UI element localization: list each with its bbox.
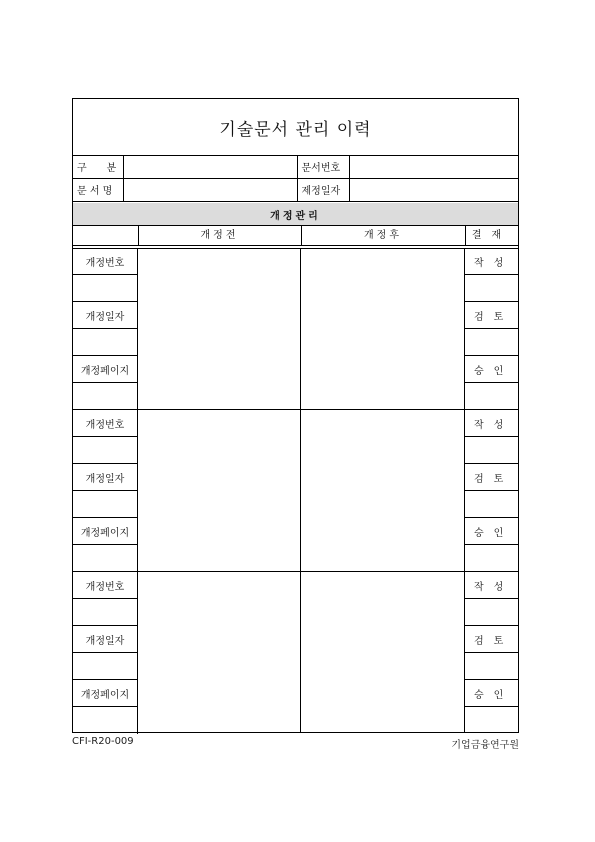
after-content-field[interactable] [301,572,465,733]
revision-history-form [72,98,519,733]
before-content-field[interactable] [138,410,301,571]
column-header-blank [73,226,139,245]
review-sign-field[interactable] [465,329,518,356]
rev-number-label: 개정번호 [73,248,138,275]
after-content-field[interactable] [301,410,465,571]
rev-date-field[interactable] [73,653,138,680]
rev-page-label: 개정페이지 [73,680,138,707]
category-label: 구 분 [73,155,123,178]
review-sign-field[interactable] [465,653,518,680]
enact-date-label: 제정일자 [297,178,349,201]
review-sign-field[interactable] [465,491,518,518]
doc-number-label: 문서번호 [297,155,349,178]
revision-block [73,248,518,410]
author-sign-field[interactable] [465,275,518,302]
revision-block [73,410,518,572]
approve-sign-field[interactable] [465,545,518,572]
doc-name-label: 문 서 명 [73,178,123,201]
approve-label: 승인 [465,680,518,707]
author-sign-field[interactable] [465,437,518,464]
info-row [73,155,518,178]
rev-number-label: 개정번호 [73,410,138,437]
rev-number-field[interactable] [73,599,138,626]
enact-date-field[interactable] [349,178,518,201]
approve-label: 승인 [465,356,518,383]
rev-date-field[interactable] [73,491,138,518]
category-field[interactable] [123,155,297,178]
review-label: 검토 [465,302,518,329]
info-row [73,178,518,201]
organization-name: 기업금융연구원 [451,740,519,751]
rev-page-label: 개정페이지 [73,356,138,383]
document-info-table [73,155,518,202]
rev-page-label: 개정페이지 [73,518,138,545]
doc-name-field[interactable] [123,178,297,201]
author-sign-field[interactable] [465,599,518,626]
rev-page-field[interactable] [73,383,138,410]
review-label: 검토 [465,464,518,491]
author-label: 작성 [465,248,518,275]
form-title: 기술문서 관리 이력 [73,99,518,156]
rev-date-label: 개정일자 [73,464,138,491]
rev-page-field[interactable] [73,707,138,734]
approve-sign-field[interactable] [465,707,518,734]
doc-number-field[interactable] [349,155,518,178]
after-content-field[interactable] [301,248,465,409]
revision-block [73,572,518,734]
form-code: CFI-R20-009 [72,736,134,747]
rev-date-field[interactable] [73,329,138,356]
author-label: 작성 [465,572,518,599]
approve-label: 승인 [465,518,518,545]
column-header-row [73,226,518,246]
approve-sign-field[interactable] [465,383,518,410]
column-header-approval: 결재 [471,230,512,241]
rev-number-label: 개정번호 [73,572,138,599]
rev-number-field[interactable] [73,275,138,302]
rev-number-field[interactable] [73,437,138,464]
column-header-before: 개정전 [138,226,302,245]
author-label: 작성 [465,410,518,437]
section-header-revision-management: 개정관리 [73,203,518,226]
before-content-field[interactable] [138,572,301,733]
rev-date-label: 개정일자 [73,302,138,329]
rev-date-label: 개정일자 [73,626,138,653]
rev-page-field[interactable] [73,545,138,572]
column-header-after: 개정후 [301,226,466,245]
before-content-field[interactable] [138,248,301,409]
review-label: 검토 [465,626,518,653]
